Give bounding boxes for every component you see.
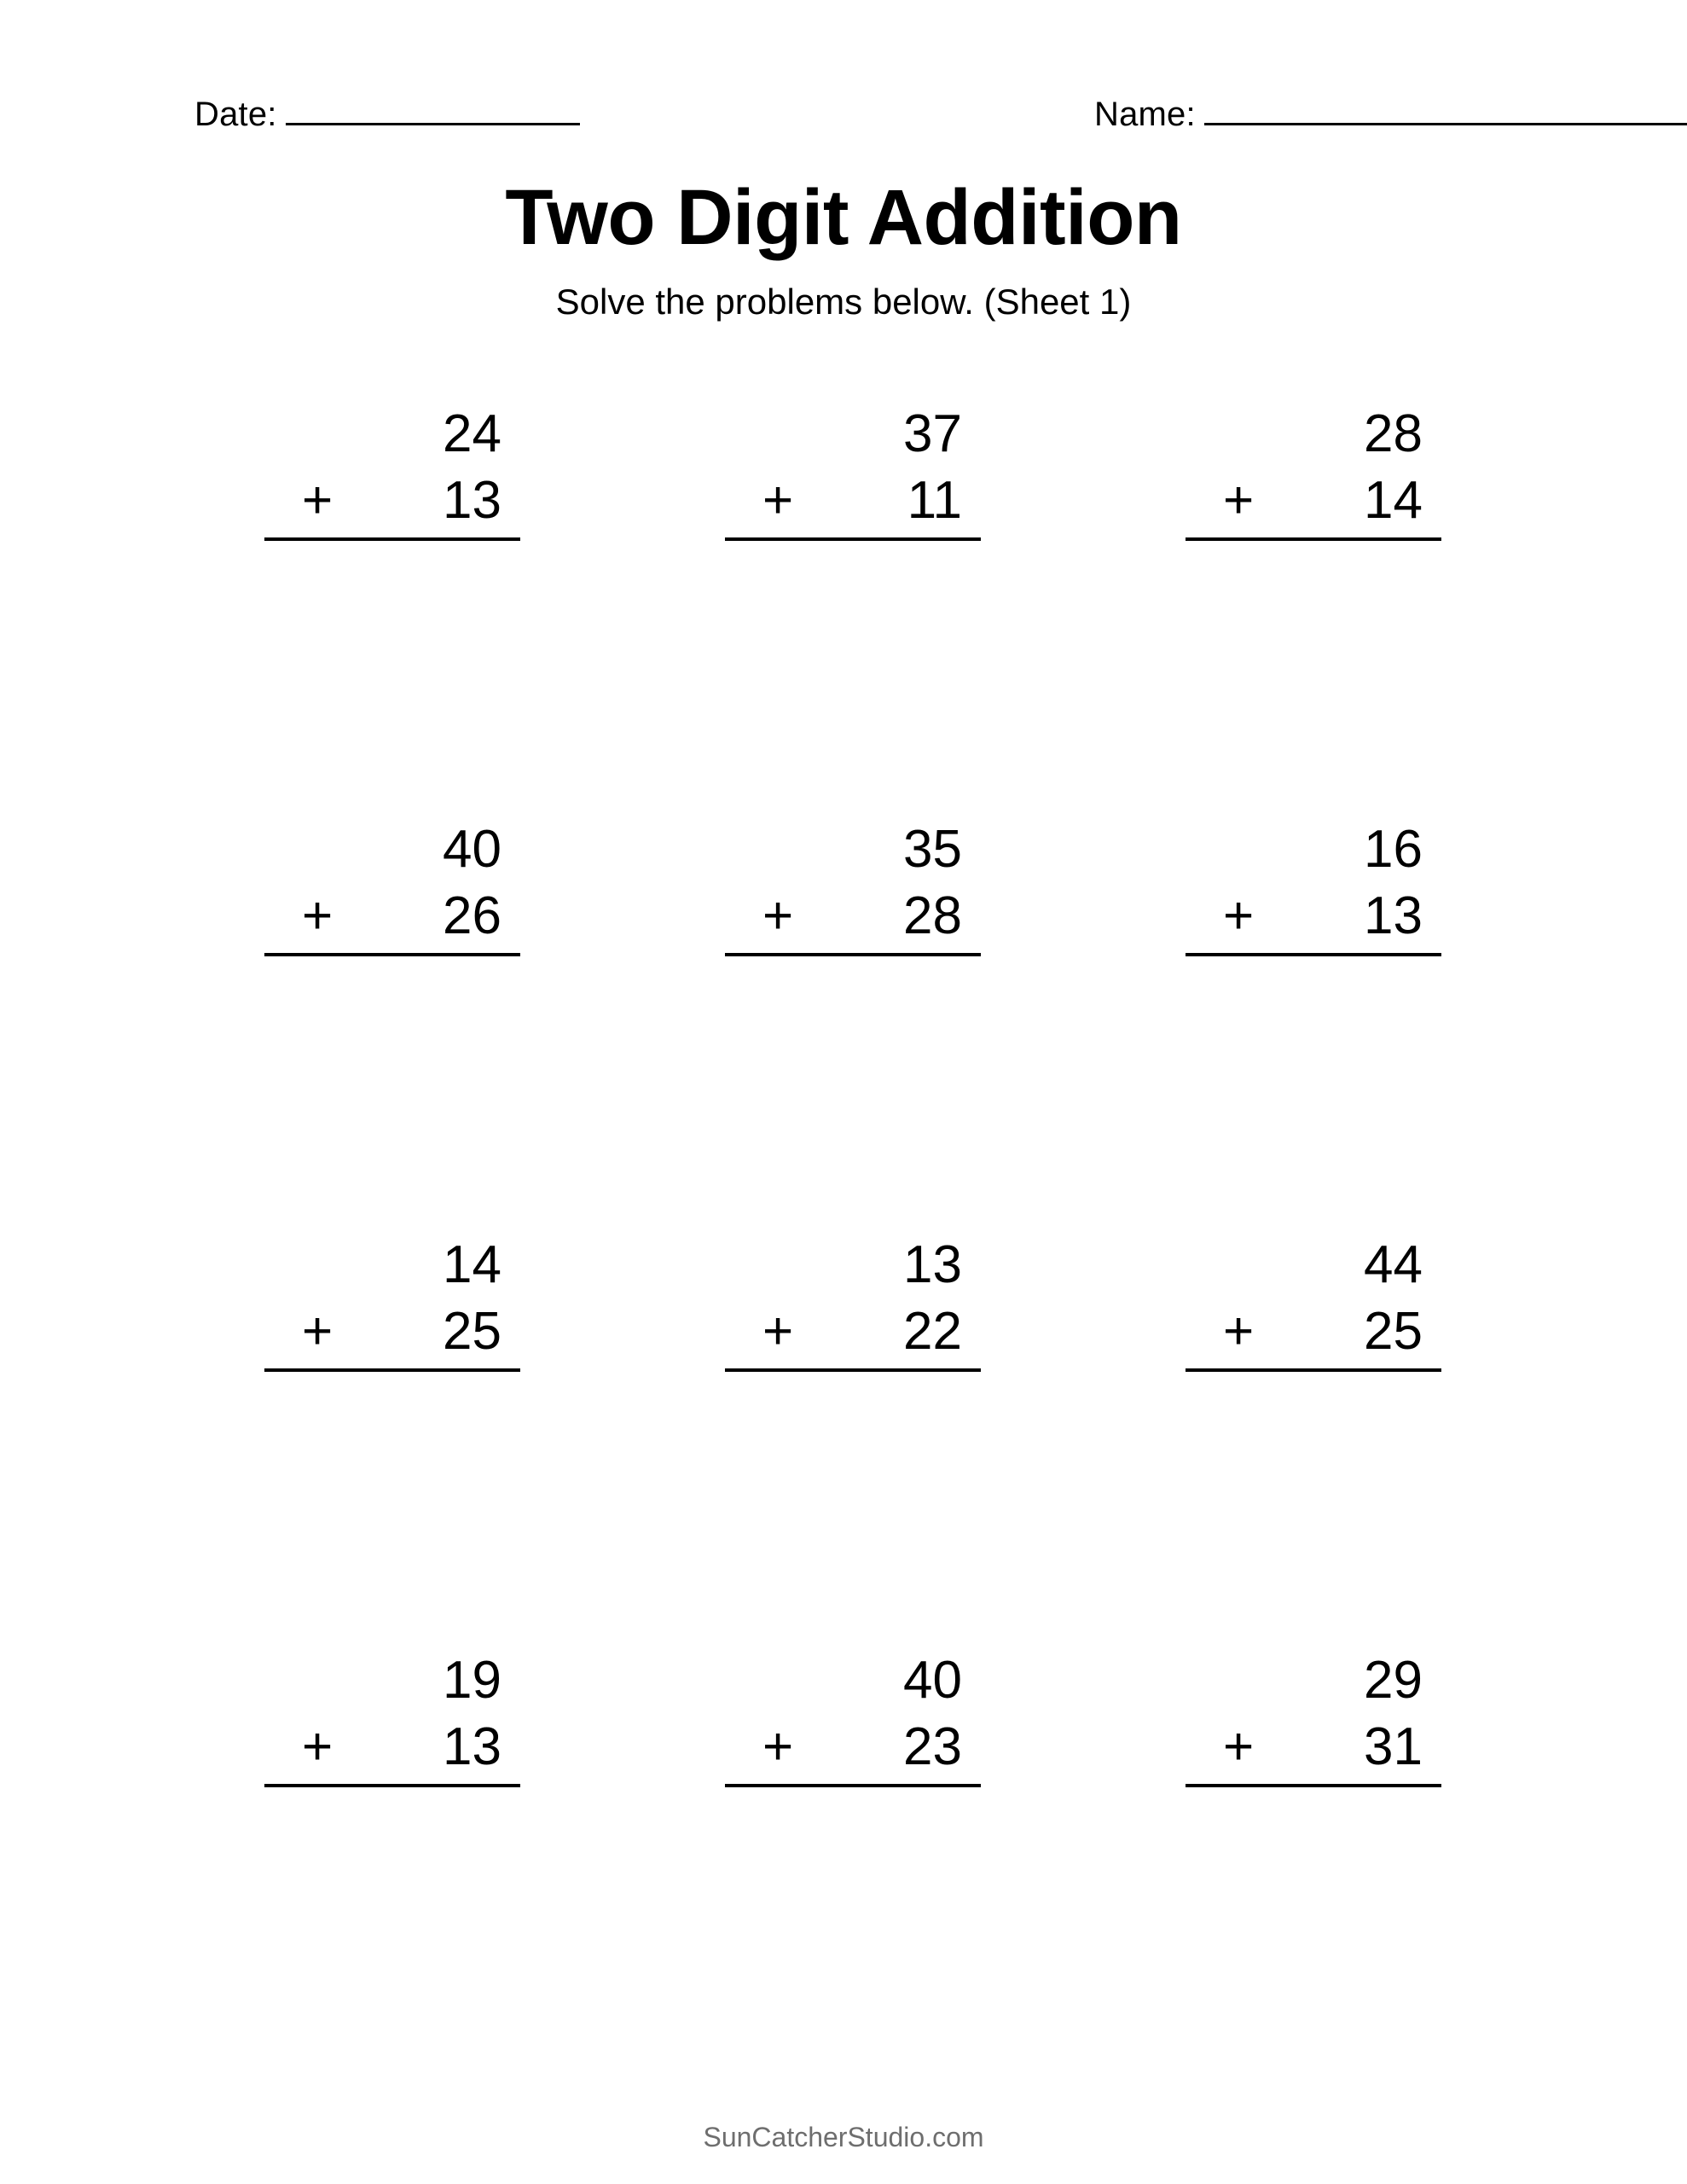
operator-symbol: +	[302, 1717, 333, 1776]
addend-bottom: 25	[443, 1302, 501, 1361]
problem-cell	[623, 816, 1083, 1232]
problem-cell	[623, 401, 1083, 816]
addend-top: 44	[1364, 1235, 1423, 1294]
page-subtitle: Solve the problems below. (Sheet 1)	[555, 282, 1132, 322]
operator-symbol: +	[302, 471, 333, 530]
addend-top: 40	[903, 1651, 962, 1710]
addition-problem	[725, 401, 981, 541]
addend-bottom: 23	[903, 1717, 962, 1776]
date-field-group	[194, 96, 580, 133]
addend-bottom: 22	[903, 1302, 962, 1361]
problem-cell	[162, 401, 623, 816]
date-label: Date:	[194, 96, 277, 133]
addend-bottom: 14	[1364, 471, 1423, 530]
problem-grid	[162, 401, 1544, 2063]
problem-cell	[623, 1232, 1083, 1647]
problem-cell	[1083, 1232, 1544, 1647]
problem-row	[162, 1647, 1544, 2063]
addition-problem	[725, 816, 981, 956]
operator-symbol: +	[302, 1302, 333, 1361]
addition-problem	[725, 1647, 981, 1787]
addend-top: 13	[903, 1235, 962, 1294]
addition-problem	[1186, 816, 1441, 956]
operator-symbol: +	[302, 886, 333, 945]
addend-bottom: 25	[1364, 1302, 1423, 1361]
addition-problem	[1186, 1232, 1441, 1372]
name-label: Name:	[1094, 96, 1196, 133]
name-write-line[interactable]	[1204, 97, 1687, 125]
addend-bottom: 26	[443, 886, 501, 945]
addend-top: 37	[903, 404, 962, 463]
operator-symbol: +	[762, 886, 794, 945]
addend-top: 40	[443, 820, 501, 879]
problem-cell	[162, 1232, 623, 1647]
addition-problem	[1186, 401, 1441, 541]
addend-bottom: 11	[907, 471, 962, 530]
addition-problem	[264, 1232, 520, 1372]
addition-problem	[264, 816, 520, 956]
problem-cell	[162, 1647, 623, 2063]
problem-cell	[1083, 1647, 1544, 2063]
problem-row	[162, 401, 1544, 816]
operator-symbol: +	[1223, 1717, 1255, 1776]
addend-bottom: 28	[903, 886, 962, 945]
problem-row	[162, 1232, 1544, 1647]
addition-problem	[264, 401, 520, 541]
addition-problem	[725, 1232, 981, 1372]
operator-symbol: +	[762, 471, 794, 530]
name-field-group	[1094, 96, 1687, 133]
addend-top: 28	[1364, 404, 1423, 463]
date-write-line[interactable]	[286, 97, 580, 125]
operator-symbol: +	[1223, 471, 1255, 530]
addition-problem	[1186, 1647, 1441, 1787]
addend-bottom: 13	[443, 471, 501, 530]
operator-symbol: +	[762, 1717, 794, 1776]
operator-symbol: +	[1223, 1302, 1255, 1361]
addend-top: 16	[1364, 820, 1423, 879]
problem-cell	[623, 1647, 1083, 2063]
worksheet-header	[0, 96, 1687, 147]
operator-symbol: +	[1223, 886, 1255, 945]
addend-top: 19	[443, 1651, 501, 1710]
addend-top: 14	[443, 1235, 501, 1294]
addend-top: 24	[443, 404, 501, 463]
addend-bottom: 31	[1364, 1717, 1423, 1776]
addend-bottom: 13	[1364, 886, 1423, 945]
problem-row	[162, 816, 1544, 1232]
page-title: Two Digit Addition	[505, 174, 1182, 261]
addend-top: 35	[903, 820, 962, 879]
addend-bottom: 13	[443, 1717, 501, 1776]
addition-problem	[264, 1647, 520, 1787]
problem-cell	[162, 816, 623, 1232]
problem-cell	[1083, 816, 1544, 1232]
operator-symbol: +	[762, 1302, 794, 1361]
addend-top: 29	[1364, 1651, 1423, 1710]
problem-cell	[1083, 401, 1544, 816]
footer-credit: SunCatcherStudio.com	[703, 2122, 984, 2152]
